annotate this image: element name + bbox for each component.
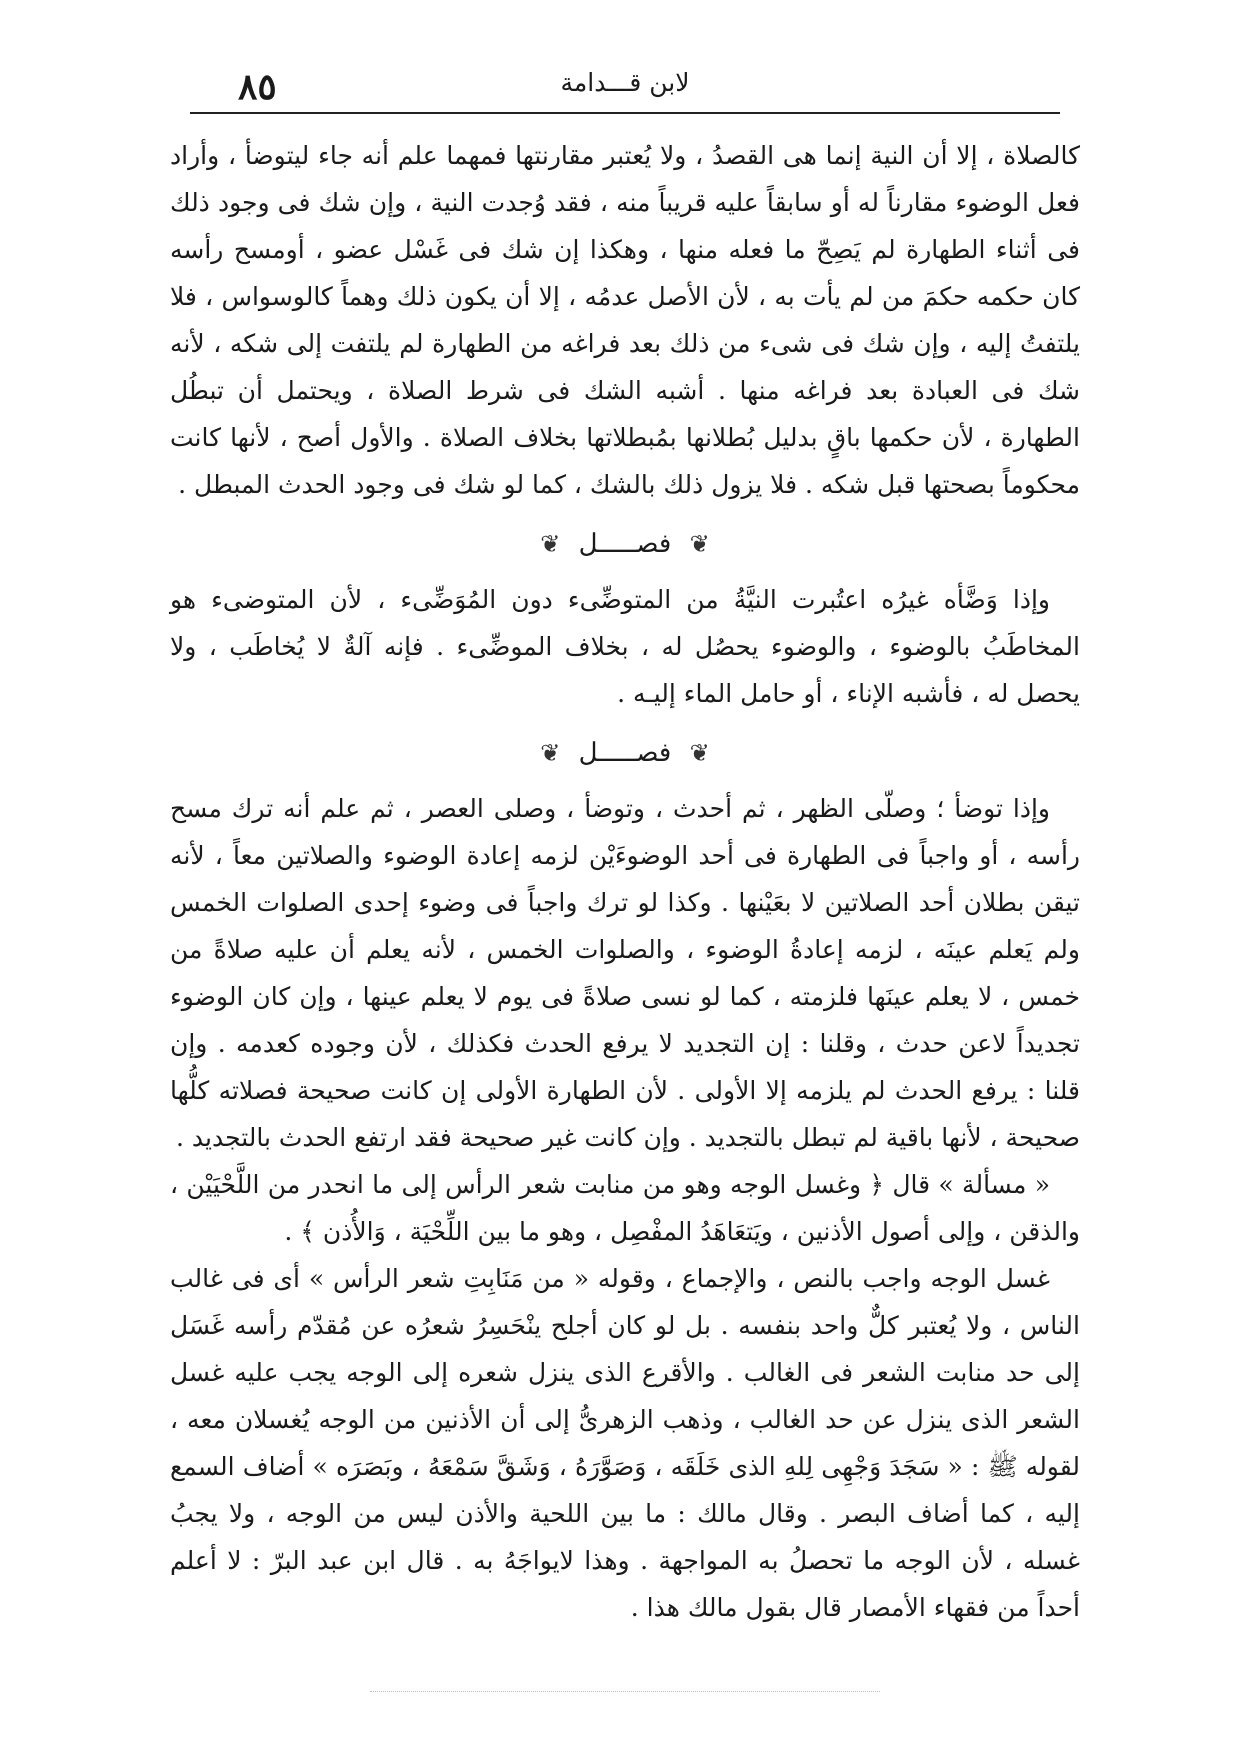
section-title: فصـــــل [578, 529, 672, 559]
section-title: فصـــــل [578, 738, 672, 768]
section-heading-1 [170, 518, 1080, 570]
paragraph-commentary: غسل الوجه واجب بالنص ، والإجماع ، وقوله « من مَنَابِتِ شعر الرأس » أى فى غالب الناس ، ولا يُعتبر كلٌّ واحد بنفسه . بل لو كان أجلح ينْحَسِرُ شعرُه عن مُقدّم رأسه غَسَل إلى حد منابت الشعر فى الغالب . والأقرع الذى ينزل شعره إلى الوجه يجب عليه غسل الشعر الذى ينزل عن حد الغالب ، وذهب الزهرىُّ إلى أن الأذنين من الوجه يُغسلان معه ، لقوله ﷺ : « سَجَدَ وَجْهِى لِلهِ الذى خَلَقَه ، وَصَوَّرَهُ ، وَشَقَّ سَمْعَهُ ، وبَصَرَه » أضاف السمع إليه ، كما أضاف البصر . وقال مالك : ما بين اللحية والأذن ليس من الوجه ، ولا يجبُ غسله ، لأن الوجه ما تحصلُ به المواجهة . وهذا لايواجَهُ به . قال ابن عبد البرّ : لا أعلم أحداً من فقهاء الأمصار قال بقول مالك هذا . [170, 1264, 1080, 1622]
body-text [170, 132, 1080, 1631]
footer-divider [370, 1691, 880, 1692]
paragraph-intro: كالصلاة ، إلا أن النية إنما هى القصدُ ، ولا يُعتبر مقارنتها فمهما علم أنه جاء ليتوضأ ، وأراد فعل الوضوء مقارناً له أو سابقاً عليه قريباً منه ، فقد وُجدت النية ، وإن شك فى وجود ذلك فى أثناء الطهارة لم يَصِحّ ما فعله منها ، وهكذا إن شك فى غَسْل عضو ، أومسح رأسه كان حكمه حكمَ من لم يأت به ، لأن الأصل عدمُه ، إلا أن يكون ذلك وهماً كالوسواس ، فلا يلتفتُ إليه ، وإن شك فى شىء من ذلك بعد فراغه من الطهارة لم يلتفت إلى شكه ، لأنه شك فى العبادة بعد فراغه منها . أشبه الشك فى شرط الصلاة ، ويحتمل أن تبطُل الطهارة ، لأن حكمها باقٍ بدليل بُطلانها بمُبطلاتها بخلاف الصلاة . والأول أصح ، لأنها كانت محكوماً بصحتها قبل شكه . فلا يزول ذلك بالشك ، كما لو شك فى وجود الحدث المبطل . [170, 141, 1080, 499]
section-heading-2 [170, 727, 1080, 779]
paragraph-section2-1: وإذا توضأ ؛ وصلّى الظهر ، ثم أحدث ، وتوضأ ، وصلى العصر ، ثم علم أنه ترك مسح رأسه ، أو واجباً فى الطهارة فى أحد الوضوءَيْن لزمه إعادة الوضوء والصلاتين معاً ، لأنه تيقن بطلان أحد الصلاتين لا بعَيْنها . وكذا لو ترك واجباً فى وضوء إحدى الصلوات الخمس ولم يَعلم عينَه ، لزمه إعادةُ الوضوء ، والصلوات الخمس ، لأنه يعلم أن عليه صلاةً من خمس ، لا يعلم عينَها فلزمته ، كما لو نسى صلاةً فى يوم لا يعلم عينها ، وإن كان الوضوء تجديداً لاعن حدث ، وقلنا : إن التجديد لا يرفع الحدث فكذلك ، لأن وجوده كعدمه . وإن قلنا : يرفع الحدث لم يلزمه إلا الأولى . لأن الطهارة الأولى إن كانت صحيحة فصلاته كلُّها صحيحة ، لأنها باقية لم تبطل بالتجديد . وإن كانت غير صحيحة فقد ارتفع الحدث بالتجديد . [170, 794, 1080, 1152]
floral-ornament-icon: ❦ [540, 739, 561, 767]
floral-ornament-icon: ❦ [540, 530, 561, 558]
page-number: ٨٥ [238, 66, 277, 108]
paragraph-section1: وإذا وَضَّأه غيرُه اعتُبرت النيَّةُ من المتوضِّىء دون المُوَضِّىء ، لأن المتوضىء هو المخاطَبُ بالوضوء ، والوضوء يحصُل له ، بخلاف الموضِّىء . فإنه آلةٌ لا يُخاطَب ، ولا يحصل له ، فأشبه الإناء ، أو حامل الماء إليـه . [170, 585, 1080, 708]
header-divider [190, 112, 1060, 114]
floral-ornament-icon: ❦ [689, 739, 710, 767]
paragraph-masala: « مسألة » قال ﴿ وغسل الوجه وهو من منابت شعر الرأس إلى ما انحدر من اللَّحْيَيْن ، والذقن ، وإلى أصول الأذنين ، ويَتعَاهَدُ المفْصِل ، وهو ما بين اللِّحْيَة ، وَالأُذن ﴾ . [170, 1170, 1080, 1246]
page-header [170, 60, 1080, 108]
book-page [170, 60, 1080, 1700]
running-title: لابن قـــدامة [560, 68, 690, 97]
floral-ornament-icon: ❦ [689, 530, 710, 558]
